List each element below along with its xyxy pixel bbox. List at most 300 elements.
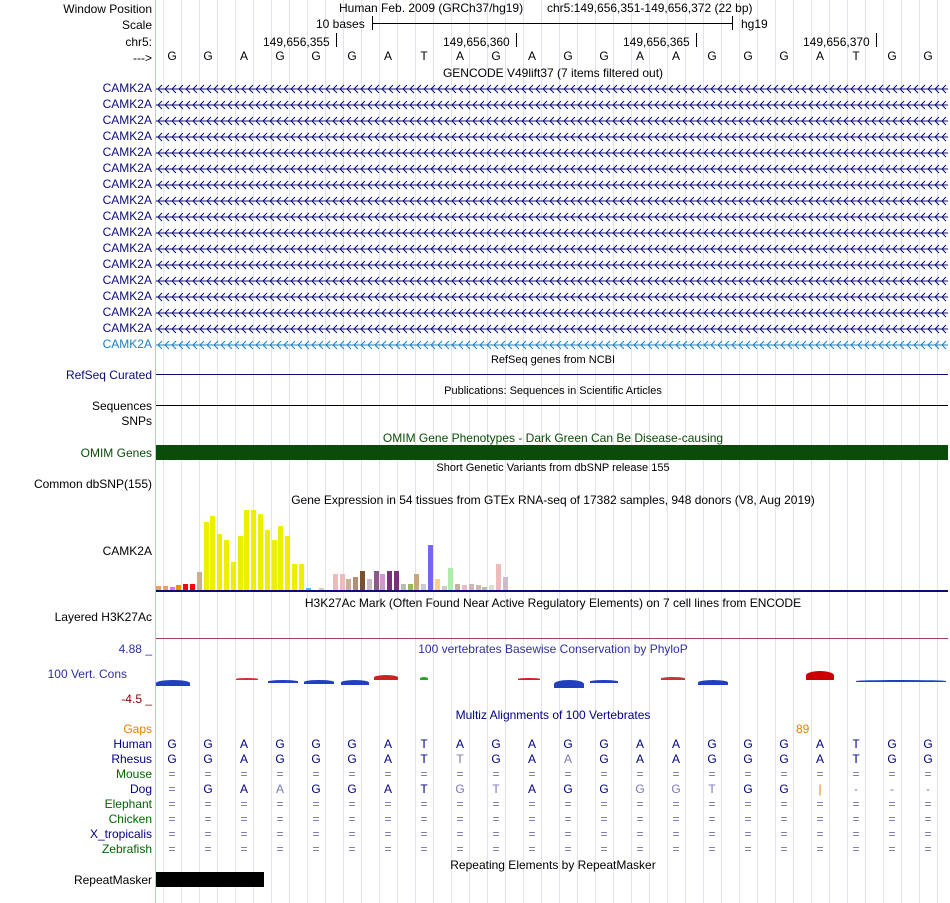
multiz-base: G: [923, 737, 933, 751]
multiz-base: =: [888, 827, 896, 841]
gencode-gene-label[interactable]: CAMK2A: [102, 337, 152, 351]
multiz-base: =: [780, 797, 788, 811]
multiz-base: G: [167, 752, 177, 766]
repeatmasker-bar[interactable]: [156, 872, 264, 887]
multiz-base: G: [203, 737, 213, 751]
tick-mark-2: [516, 33, 517, 47]
multiz-base: =: [600, 827, 608, 841]
cons-label[interactable]: 100 Vert. Cons: [47, 667, 127, 681]
conservation-glyph: [698, 680, 728, 685]
gencode-gene-label[interactable]: CAMK2A: [102, 113, 152, 127]
multiz-base: T: [420, 782, 428, 796]
multiz-base: =: [636, 767, 644, 781]
gtex-tissue-bar[interactable]: [496, 564, 501, 590]
multiz-base: =: [888, 797, 896, 811]
multiz-base: =: [888, 812, 896, 826]
tick-label-2: 149,656,360: [443, 35, 510, 49]
multiz-base: A: [527, 782, 536, 796]
omim-label[interactable]: OMIM Genes: [80, 446, 152, 460]
gencode-gene-label[interactable]: CAMK2A: [102, 305, 152, 319]
gtex-tissue-bar[interactable]: [197, 572, 202, 590]
multiz-base: =: [852, 767, 860, 781]
cons-title: 100 vertebrates Basewise Conservation by PhyloP: [418, 642, 688, 656]
multiz-base: A: [275, 782, 284, 796]
multiz-base: =: [564, 827, 572, 841]
multiz-base: =: [492, 842, 500, 856]
gencode-transcript[interactable]: [156, 196, 948, 206]
refseq-label[interactable]: RefSeq Curated: [65, 368, 152, 382]
gtex-tissue-bar[interactable]: [353, 577, 358, 590]
gtex-tissue-bar[interactable]: [435, 579, 440, 590]
multiz-base: A: [815, 737, 824, 751]
multiz-base: =: [384, 767, 392, 781]
multiz-base: =: [708, 827, 716, 841]
multiz-base: =: [348, 842, 356, 856]
gtex-label[interactable]: CAMK2A: [102, 544, 152, 558]
chrom-label: chr5:: [125, 35, 152, 49]
conservation-glyph: [420, 677, 428, 680]
gencode-gene-label[interactable]: CAMK2A: [102, 241, 152, 255]
gtex-tissue-bar[interactable]: [448, 568, 453, 590]
multiz-species-label[interactable]: Dog: [129, 782, 152, 796]
multiz-base: =: [528, 797, 536, 811]
multiz-base: =: [636, 842, 644, 856]
multiz-base: =: [780, 842, 788, 856]
conservation-glyph: [341, 680, 369, 685]
gencode-transcript[interactable]: [156, 276, 948, 286]
multiz-base: =: [600, 842, 608, 856]
multiz-base: G: [779, 737, 789, 751]
multiz-base: =: [564, 842, 572, 856]
tick-label-4: 149,656,370: [803, 35, 870, 49]
gencode-transcript[interactable]: [156, 228, 948, 238]
refseq-title: RefSeq genes from NCBI: [490, 354, 616, 366]
omim-bar[interactable]: [156, 445, 948, 460]
multiz-base: A: [239, 737, 248, 751]
gencode-transcript[interactable]: [156, 100, 948, 110]
snps-label[interactable]: SNPs: [121, 414, 152, 428]
multiz-base: =: [672, 812, 680, 826]
multiz-base: =: [708, 842, 716, 856]
multiz-base: =: [240, 797, 248, 811]
conservation-glyph: [661, 677, 685, 680]
multiz-base: A: [527, 752, 536, 766]
scale-db: hg19: [741, 17, 768, 31]
multiz-base: G: [455, 782, 465, 796]
gtex-tissue-bar[interactable]: [360, 571, 365, 590]
multiz-base: G: [743, 737, 753, 751]
base: G: [923, 49, 933, 63]
multiz-base: =: [888, 767, 896, 781]
multiz-base: G: [707, 737, 717, 751]
multiz-species-label[interactable]: Chicken: [108, 812, 152, 826]
multiz-base: G: [743, 752, 753, 766]
multiz-base: =: [924, 797, 932, 811]
multiz-base: =: [456, 842, 464, 856]
multiz-base: =: [636, 797, 644, 811]
multiz-base: A: [527, 737, 536, 751]
multiz-base: G: [779, 752, 789, 766]
gtex-tissue-bar[interactable]: [299, 564, 304, 590]
strand-arrow-label: --->: [133, 51, 152, 65]
multiz-base: =: [240, 842, 248, 856]
multiz-base: G: [707, 752, 717, 766]
conservation-glyph: [518, 678, 540, 680]
conservation-glyph: [590, 680, 618, 683]
refseq-line: [156, 374, 948, 375]
multiz-base: =: [384, 797, 392, 811]
gencode-gene-label[interactable]: CAMK2A: [102, 193, 152, 207]
multiz-base: A: [635, 737, 644, 751]
multiz-base: =: [240, 827, 248, 841]
multiz-base: A: [383, 737, 392, 751]
multiz-base: =: [780, 827, 788, 841]
gtex-tissue-bar[interactable]: [217, 534, 222, 590]
tick-mark-1: [336, 33, 337, 47]
multiz-base: =: [924, 842, 932, 856]
multiz-base: =: [888, 842, 896, 856]
gtex-tissue-bar[interactable]: [414, 574, 419, 590]
gtex-tissue-bar[interactable]: [346, 579, 351, 590]
base: G: [563, 49, 573, 63]
multiz-base: =: [456, 827, 464, 841]
gencode-transcript[interactable]: [156, 132, 948, 142]
multiz-base: T: [852, 737, 860, 751]
multiz-base: =: [780, 812, 788, 826]
multiz-base: G: [599, 752, 609, 766]
multiz-base: T: [456, 752, 464, 766]
gtex-tissue-bar[interactable]: [258, 514, 263, 590]
base: G: [167, 49, 177, 63]
h3k27ac-title: H3K27Ac Mark (Often Found Near Active Regulatory Elements) on 7 cell lines from ENCODE: [304, 596, 802, 610]
multiz-base: A: [671, 737, 680, 751]
multiz-base: =: [168, 797, 176, 811]
gaps-value: 89: [796, 722, 810, 736]
gtex-tissue-bar[interactable]: [278, 526, 283, 590]
multiz-base: -: [854, 782, 858, 796]
conservation-glyphs: [156, 670, 950, 690]
multiz-base: G: [563, 737, 573, 751]
gtex-tissue-bar[interactable]: [292, 564, 297, 590]
cons-max-label: 4.88 _: [118, 642, 152, 656]
base: G: [491, 49, 501, 63]
multiz-base: T: [420, 737, 428, 751]
multiz-base: =: [600, 812, 608, 826]
base: A: [527, 49, 536, 63]
h3k27ac-label[interactable]: Layered H3K27Ac: [54, 610, 152, 624]
multiz-title: Multiz Alignments of 100 Vertebrates: [455, 708, 651, 722]
multiz-base: =: [240, 767, 248, 781]
base: T: [852, 49, 860, 63]
gencode-title: GENCODE V49lift37 (7 items filtered out): [442, 66, 664, 80]
multiz-base: =: [816, 827, 824, 841]
multiz-species-label[interactable]: Human: [113, 737, 152, 751]
gencode-gene-label[interactable]: CAMK2A: [102, 321, 152, 335]
gencode-gene-label[interactable]: CAMK2A: [102, 273, 152, 287]
gtex-tissue-bar[interactable]: [238, 536, 243, 590]
gtex-tissue-bar[interactable]: [367, 579, 372, 590]
multiz-base: G: [743, 782, 753, 796]
multiz-base: A: [563, 752, 572, 766]
gtex-tissue-bar[interactable]: [503, 577, 508, 590]
conservation-glyph: [374, 675, 398, 680]
multiz-base: =: [852, 842, 860, 856]
multiz-base: =: [924, 812, 932, 826]
multiz-base: =: [564, 797, 572, 811]
multiz-base: =: [276, 842, 284, 856]
multiz-base: G: [671, 782, 681, 796]
base: A: [815, 49, 824, 63]
multiz-base: G: [923, 752, 933, 766]
gencode-transcript[interactable]: [156, 148, 948, 158]
gtex-baseline: [156, 590, 948, 592]
multiz-base: =: [672, 842, 680, 856]
scale-bar: [372, 16, 733, 30]
multiz-base: =: [852, 797, 860, 811]
multiz-base: A: [671, 752, 680, 766]
multiz-base: =: [744, 827, 752, 841]
tick-label-3: 149,656,365: [623, 35, 690, 49]
publications-label[interactable]: Sequences: [91, 399, 152, 413]
multiz-base: =: [168, 827, 176, 841]
gaps-label: Gaps: [123, 722, 152, 736]
base: G: [275, 49, 285, 63]
gencode-gene-label[interactable]: CAMK2A: [102, 225, 152, 239]
multiz-base: G: [275, 737, 285, 751]
gtex-tissue-bar[interactable]: [231, 562, 236, 590]
multiz-base: T: [492, 782, 500, 796]
multiz-base: =: [852, 812, 860, 826]
multiz-base: G: [887, 737, 897, 751]
multiz-base: =: [528, 767, 536, 781]
cons-min-label: -4.5 _: [121, 692, 152, 706]
multiz-base: =: [492, 812, 500, 826]
multiz-base: =: [276, 797, 284, 811]
multiz-base: G: [167, 737, 177, 751]
multiz-base: T: [708, 782, 716, 796]
gtex-tissue-bar[interactable]: [387, 571, 392, 590]
multiz-base: =: [312, 842, 320, 856]
conservation-glyph: [268, 680, 298, 683]
multiz-base: A: [383, 782, 392, 796]
multiz-base: G: [599, 782, 609, 796]
multiz-base: =: [672, 827, 680, 841]
gencode-transcript[interactable]: [156, 212, 948, 222]
base: G: [311, 49, 321, 63]
multiz-base: =: [816, 797, 824, 811]
gencode-transcript[interactable]: [156, 324, 948, 334]
multiz-base: G: [203, 752, 213, 766]
base: A: [635, 49, 644, 63]
gtex-tissue-bar[interactable]: [204, 522, 209, 590]
gencode-transcript[interactable]: [156, 164, 948, 174]
base: G: [743, 49, 753, 63]
multiz-base: =: [672, 797, 680, 811]
multiz-base: =: [528, 827, 536, 841]
multiz-base: =: [168, 842, 176, 856]
multiz-base: -: [926, 782, 930, 796]
multiz-base: A: [239, 752, 248, 766]
scale-text: 10 bases: [316, 17, 365, 31]
h3k27ac-line: [156, 638, 948, 639]
scale-label: Scale: [121, 18, 152, 32]
multiz-base: G: [311, 752, 321, 766]
gencode-gene-label[interactable]: CAMK2A: [102, 97, 152, 111]
multiz-base: =: [420, 827, 428, 841]
gtex-tissue-bar[interactable]: [224, 540, 229, 590]
publications-line: [156, 405, 948, 406]
multiz-base: A: [239, 782, 248, 796]
gencode-transcript[interactable]: [156, 116, 948, 126]
multiz-base: =: [420, 797, 428, 811]
base: G: [887, 49, 897, 63]
multiz-base: =: [744, 812, 752, 826]
gtex-tissue-bar[interactable]: [428, 545, 433, 590]
multiz-species-label[interactable]: Zebrafish: [101, 842, 152, 856]
multiz-base: =: [348, 812, 356, 826]
multiz-base: G: [311, 737, 321, 751]
multiz-base: =: [492, 767, 500, 781]
gencode-gene-label[interactable]: CAMK2A: [102, 257, 152, 271]
multiz-base: =: [600, 767, 608, 781]
multiz-base: =: [816, 842, 824, 856]
multiz-base: =: [276, 827, 284, 841]
gtex-tissue-bar[interactable]: [210, 516, 215, 590]
multiz-base: =: [600, 797, 608, 811]
gencode-transcript[interactable]: [156, 308, 948, 318]
multiz-base: =: [564, 812, 572, 826]
multiz-base: =: [348, 797, 356, 811]
gencode-gene-label[interactable]: CAMK2A: [102, 209, 152, 223]
multiz-base: G: [203, 782, 213, 796]
gtex-tissue-bar[interactable]: [251, 510, 256, 590]
gencode-transcript[interactable]: [156, 84, 948, 94]
multiz-base: G: [311, 782, 321, 796]
gencode-gene-label[interactable]: CAMK2A: [102, 81, 152, 95]
multiz-base: =: [204, 767, 212, 781]
gtex-bar-chart: [156, 508, 950, 590]
multiz-base: =: [456, 767, 464, 781]
multiz-base: =: [636, 812, 644, 826]
multiz-base: A: [383, 752, 392, 766]
multiz-base: =: [204, 842, 212, 856]
multiz-base: =: [384, 842, 392, 856]
multiz-base: =: [348, 767, 356, 781]
conservation-glyph: [554, 680, 584, 688]
gencode-gene-label[interactable]: CAMK2A: [102, 177, 152, 191]
gencode-transcript[interactable]: [156, 292, 948, 302]
gencode-gene-label[interactable]: CAMK2A: [102, 145, 152, 159]
multiz-base: G: [347, 782, 357, 796]
gtex-tissue-bar[interactable]: [374, 571, 379, 590]
multiz-base: -: [890, 782, 894, 796]
multiz-base: G: [347, 752, 357, 766]
multiz-base: G: [887, 752, 897, 766]
gencode-transcript[interactable]: [156, 340, 948, 350]
multiz-base: =: [312, 812, 320, 826]
gtex-title: Gene Expression in 54 tissues from GTEx RNA-seq of 17382 samples, 948 donors (V8, Aug 2019): [291, 493, 815, 507]
publications-title: Publications: Sequences in Scientific Articles: [444, 385, 662, 397]
dbsnp-title: Short Genetic Variants from dbSNP release 155: [436, 462, 670, 474]
multiz-base: =: [204, 827, 212, 841]
gtex-tissue-bar[interactable]: [265, 530, 270, 590]
multiz-species-label[interactable]: Elephant: [104, 797, 152, 811]
multiz-base: =: [672, 767, 680, 781]
multiz-base: T: [420, 752, 428, 766]
gtex-tissue-bar[interactable]: [285, 536, 290, 590]
multiz-base: =: [168, 767, 176, 781]
multiz-species-label[interactable]: X_tropicalis: [89, 827, 152, 841]
multiz-base: A: [635, 752, 644, 766]
repeatmasker-title: Repeating Elements by RepeatMasker: [450, 858, 656, 872]
multiz-base: =: [420, 812, 428, 826]
assembly-label: Human Feb. 2009 (GRCh37/hg19): [339, 1, 524, 15]
multiz-base: =: [924, 767, 932, 781]
multiz-base: =: [276, 767, 284, 781]
multiz-base: =: [816, 767, 824, 781]
gtex-tissue-bar[interactable]: [333, 574, 338, 590]
multiz-base: G: [599, 737, 609, 751]
multiz-base: =: [204, 812, 212, 826]
multiz-base: =: [744, 767, 752, 781]
multiz-base: =: [204, 797, 212, 811]
gencode-gene-label[interactable]: CAMK2A: [102, 289, 152, 303]
gencode-transcript[interactable]: [156, 180, 948, 190]
multiz-base: =: [708, 797, 716, 811]
omim-title: OMIM Gene Phenotypes - Dark Green Can Be Disease-causing: [382, 431, 724, 445]
position-label[interactable]: chr5:149,656,351-149,656,372 (22 bp): [547, 1, 753, 15]
multiz-base: =: [636, 827, 644, 841]
multiz-species-label[interactable]: Rhesus: [111, 752, 152, 766]
conservation-glyph: [856, 680, 946, 682]
gencode-transcript[interactable]: [156, 260, 948, 270]
conservation-glyph: [806, 671, 834, 680]
multiz-base: =: [240, 812, 248, 826]
repeatmasker-label[interactable]: RepeatMasker: [73, 873, 152, 887]
multiz-base: =: [744, 842, 752, 856]
gencode-gene-label[interactable]: CAMK2A: [102, 129, 152, 143]
multiz-base: =: [384, 827, 392, 841]
multiz-base: =: [168, 782, 176, 796]
gtex-tissue-bar[interactable]: [272, 540, 277, 590]
gencode-transcript[interactable]: [156, 244, 948, 254]
multiz-base: =: [528, 842, 536, 856]
multiz-base: G: [275, 752, 285, 766]
gtex-tissue-bar[interactable]: [380, 574, 385, 590]
multiz-base: G: [779, 782, 789, 796]
gtex-tissue-bar[interactable]: [244, 510, 249, 590]
multiz-species-label[interactable]: Mouse: [115, 767, 152, 781]
multiz-base: G: [563, 782, 573, 796]
dbsnp-label[interactable]: Common dbSNP(155): [33, 477, 152, 491]
multiz-base: G: [635, 782, 645, 796]
conservation-glyph: [304, 680, 334, 684]
base: G: [599, 49, 609, 63]
multiz-base: =: [852, 827, 860, 841]
multiz-base: =: [420, 842, 428, 856]
gtex-tissue-bar[interactable]: [340, 574, 345, 590]
multiz-base: T: [852, 752, 860, 766]
multiz-base: =: [708, 767, 716, 781]
gencode-gene-label[interactable]: CAMK2A: [102, 161, 152, 175]
multiz-base: =: [312, 797, 320, 811]
multiz-base: A: [815, 752, 824, 766]
multiz-base: A: [455, 737, 464, 751]
tick-label-1: 149,656,355: [263, 35, 330, 49]
tick-mark-3: [696, 33, 697, 47]
gtex-tissue-bar[interactable]: [394, 571, 399, 590]
conservation-glyph: [236, 678, 258, 680]
